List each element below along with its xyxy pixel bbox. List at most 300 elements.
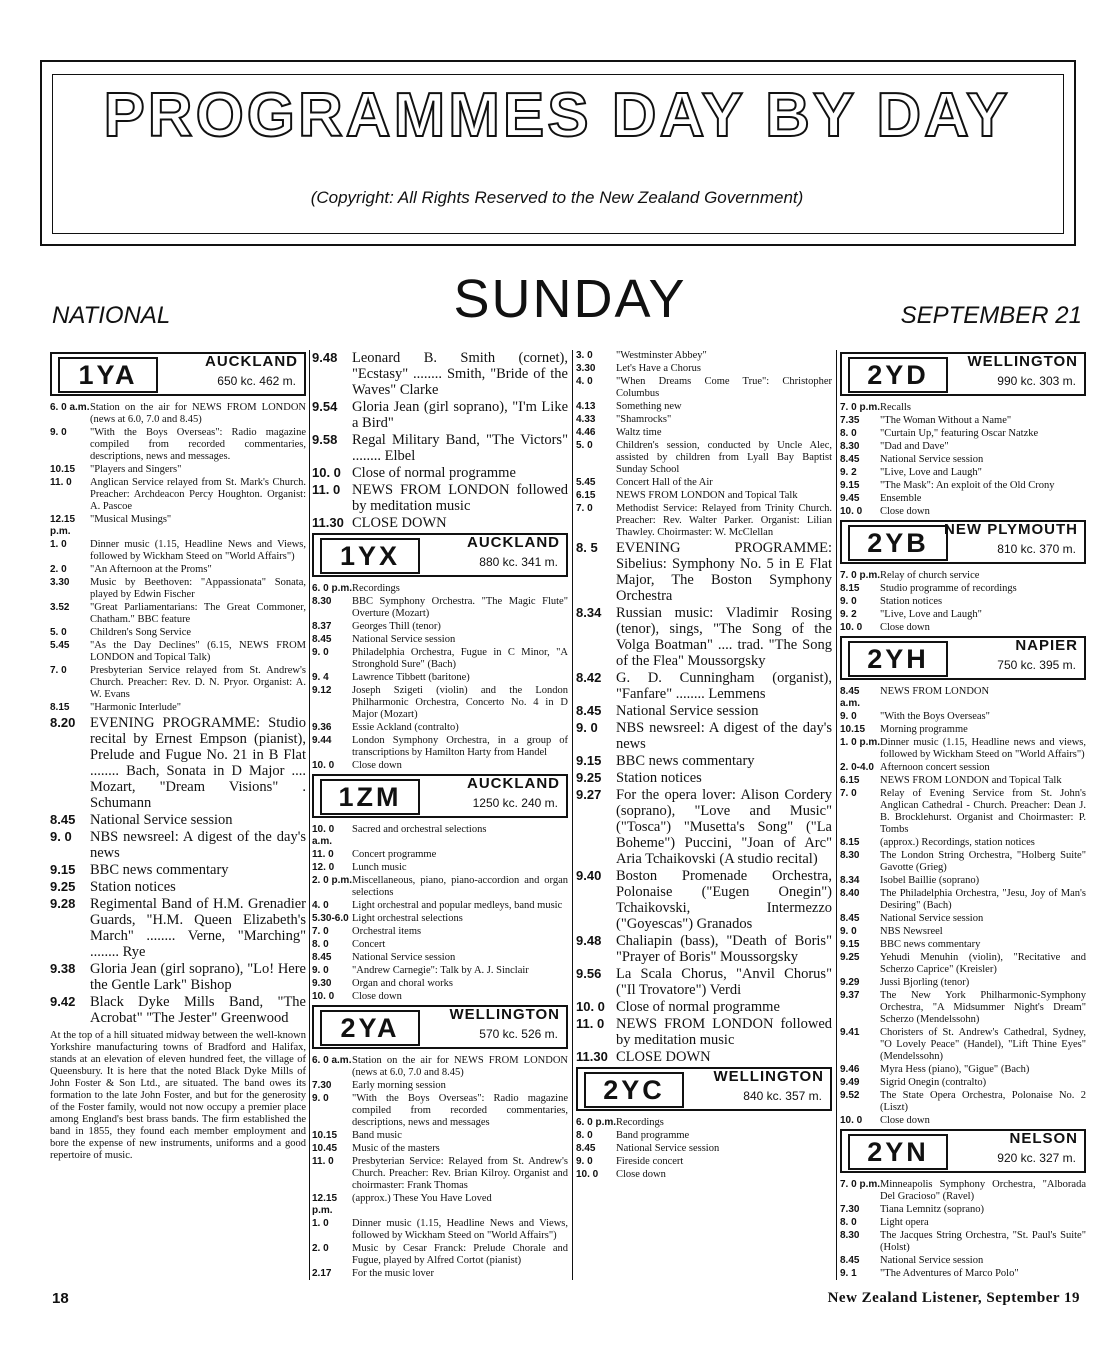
entry-time: 8.30 <box>840 441 860 452</box>
entry-description: Isobel Baillie (soprano) <box>880 875 980 886</box>
entry-time: 10.15 <box>312 1130 338 1141</box>
entry-time: 4. 0 <box>312 900 329 911</box>
programme-entry <box>50 427 306 463</box>
entry-description: Presbyterian Service: Relayed from St. Andrew's Church. Preacher: Rev. Brian Kilroy. Organist and choirmaster: Frank Thomas <box>352 1156 568 1191</box>
station-name: AUCKLAND <box>467 775 560 792</box>
programme-entry <box>312 634 568 646</box>
station-header <box>312 774 568 818</box>
programme-entry <box>840 762 1086 774</box>
programme-entry <box>50 477 306 513</box>
programme-entry <box>50 862 306 878</box>
entry-time: 7. 0 <box>576 503 593 514</box>
programme-entry <box>840 888 1086 912</box>
station-name: NELSON <box>1009 1130 1078 1147</box>
entry-description: Relay of church service <box>880 570 980 581</box>
station-header <box>576 1067 832 1111</box>
station-frequency: 990 kc. 303 m. <box>997 374 1076 388</box>
programme-entry <box>312 875 568 899</box>
programme-entry <box>50 829 306 861</box>
entry-time: 2. 0 <box>312 1243 329 1254</box>
programme-entry <box>312 862 568 874</box>
programme-entry <box>50 602 306 626</box>
programme-entry <box>840 441 1086 453</box>
station-logo: 2YA <box>320 1010 420 1046</box>
entry-description: National Service session <box>880 454 984 465</box>
entry-time: 8.15 <box>840 837 860 848</box>
entry-time: 9.46 <box>840 1064 860 1075</box>
entry-description: Recalls <box>880 402 911 413</box>
station-logo: 1ZM <box>320 779 420 815</box>
programme-entry <box>840 1090 1086 1114</box>
entry-description: CLOSE DOWN <box>352 515 447 531</box>
entry-description: Miscellaneous, piano, piano-accordion and organ selections <box>352 875 568 898</box>
station-frequency: 840 kc. 357 m. <box>743 1089 822 1103</box>
station-name: AUCKLAND <box>467 534 560 551</box>
entry-time: 9.44 <box>312 735 332 746</box>
entry-description: Essie Ackland (contralto) <box>352 722 459 733</box>
programme-entry <box>312 939 568 951</box>
programme-entry <box>576 1117 832 1129</box>
entry-time: 9.12 <box>312 685 332 696</box>
entry-time: 2. 0-4.0 <box>840 762 874 773</box>
entry-time: 9. 1 <box>840 1268 857 1279</box>
station-frequency: 920 kc. 327 m. <box>997 1151 1076 1165</box>
entry-description: The Jacques String Orchestra, "St. Paul's Suite" (Holst) <box>880 1230 1086 1253</box>
entry-time: 9.56 <box>576 966 602 981</box>
entry-time: 9.38 <box>50 961 76 976</box>
entry-time: 2. 0 <box>50 564 67 575</box>
header-national: NATIONAL <box>52 302 171 329</box>
entry-description: Orchestral items <box>352 926 422 937</box>
entry-description: Concert programme <box>352 849 437 860</box>
programme-entry <box>50 464 306 476</box>
entry-time: 4. 0 <box>576 376 593 387</box>
feature-paragraph: At the top of a hill situated midway between the well-known Yorkshire manufacturing towns of Bradford and Halifax, stands at an elevation of eleven hundred feet, the village of Queensbury. It is here that the noted Black Dyke Mills of John Foster & Son Ltd., are situated. The band owes its formation to the late John Foster, and but for the generosity of the Foster family, would not now occupy a premier place among England's best brass bands. The firm established the band in 1855, they found each member employment and bore the expense of new instruments, uniforms and a good repertoire of music. <box>50 1030 306 1161</box>
programme-entry <box>840 1077 1086 1089</box>
entry-time: 12.15 p.m. <box>50 514 76 537</box>
programme-entry <box>840 1230 1086 1254</box>
entry-time: 11.30 <box>576 1049 608 1064</box>
entry-description: Music by Beethoven: "Appassionata" Sonata, played by Edwin Fischer <box>90 577 306 600</box>
programme-entry <box>840 506 1086 518</box>
column-2 <box>312 350 568 1280</box>
entry-time: 8.34 <box>840 875 860 886</box>
entry-description: Children's Song Service <box>90 627 192 638</box>
entry-description: National Service session <box>90 812 233 828</box>
entry-time: 9. 0 <box>840 926 857 937</box>
entry-description: Morning programme <box>880 724 968 735</box>
programme-entry <box>576 1169 832 1181</box>
entry-time: 2. 0 p.m. <box>312 875 353 886</box>
entry-description: Recordings <box>352 583 400 594</box>
entry-description: "With the Boys Overseas": Radio magazine compiled from recorded commentaries, descriptions, news and messages <box>352 1093 568 1128</box>
entry-description: Gloria Jean (girl soprano), "I'm Like a Bird" <box>352 399 568 431</box>
station-name: WELLINGTON <box>967 353 1078 370</box>
programme-entry <box>312 621 568 633</box>
entry-time: 8.42 <box>576 670 602 685</box>
entry-time: 5.45 <box>50 640 70 651</box>
entry-time: 9. 0 <box>840 596 857 607</box>
entry-time: 6.15 <box>840 775 860 786</box>
header-day: SUNDAY <box>453 269 687 329</box>
programme-entry <box>312 1080 568 1092</box>
entry-description: Dinner music (1.15, Headline News and Views, followed by Wickham Steed on "World Affairs") <box>352 1218 568 1241</box>
entry-description: Light opera <box>880 1217 929 1228</box>
programme-entry <box>576 503 832 539</box>
entry-time: 12. 0 <box>312 862 335 873</box>
entry-description: NBS Newsreel <box>880 926 943 937</box>
entry-description: Joseph Szigeti (violin) and the London Philharmonic Orchestra, Concerto No. 4 in D Major (Mozart) <box>352 685 568 720</box>
programme-entry <box>312 1055 568 1079</box>
programme-entry <box>50 627 306 639</box>
programme-entry <box>840 952 1086 976</box>
entry-description: Station notices <box>90 879 176 895</box>
column-1 <box>50 350 306 1280</box>
entry-description: Relay of Evening Service from St. John's Anglican Cathedral - Church. Preacher: Dean J. B. Brocklehurst. Organist and Choirmaster: P. Tombs <box>880 788 1086 835</box>
entry-description: Dinner music (1.15, Headline News and Views, followed by Wickham Steed on "World Affairs") <box>90 539 306 562</box>
entry-time: 9.52 <box>840 1090 860 1101</box>
entry-time: 8.45 <box>576 1143 596 1154</box>
entry-description: Organ and choral works <box>352 978 453 989</box>
station-header <box>840 352 1086 396</box>
entry-description: Yehudi Menuhin (violin), "Recitative and Scherzo Caprice" (Kreisler) <box>880 952 1086 975</box>
entry-time: 7. 0 <box>312 926 329 937</box>
entry-time: 7. 0 p.m. <box>840 1179 881 1190</box>
entry-time: 10. 0 <box>576 1169 599 1180</box>
entry-description: For the opera lover: Alison Cordery (soprano), "Love and Music" ("Tosca") "Musetta's Song" ("La Boheme") Puccini, "Joan of Arc" Aria Tchaikovski (A studio recital) <box>616 787 832 867</box>
entry-time: 10. 0 <box>840 506 863 517</box>
entry-time: 11. 0 <box>576 1016 605 1031</box>
header-date: SEPTEMBER 21 <box>900 302 1082 329</box>
programme-entry <box>312 991 568 1003</box>
entry-description: BBC news commentary <box>880 939 981 950</box>
entry-description: Ensemble <box>880 493 922 504</box>
entry-time: 9. 0 <box>576 720 598 735</box>
programme-entry <box>840 596 1086 608</box>
station-logo: 2YH <box>848 641 948 677</box>
station-header <box>840 1129 1086 1173</box>
entry-description: Recordings <box>616 1117 664 1128</box>
entry-description: Something new <box>616 401 682 412</box>
entry-description: Close down <box>352 760 402 771</box>
station-frequency: 750 kc. 395 m. <box>997 658 1076 672</box>
programme-entry <box>50 812 306 828</box>
programme-entry <box>312 399 568 431</box>
entry-time: 8.45 a.m. <box>840 686 861 709</box>
programme-entry <box>312 900 568 912</box>
entry-time: 7. 0 p.m. <box>840 570 881 581</box>
entry-description: Close of normal programme <box>352 465 516 481</box>
station-header <box>50 352 306 396</box>
entry-description: "An Afternoon at the Proms" <box>90 564 212 575</box>
entry-description: Regal Military Band, "The Victors" ........ Elbel <box>352 432 568 464</box>
programme-entry <box>50 665 306 701</box>
entry-description: BBC Symphony Orchestra. "The Magic Flute" Overture (Mozart) <box>352 596 568 619</box>
programme-entry <box>50 702 306 714</box>
entry-description: "Players and Singers" <box>90 464 182 475</box>
programme-entry <box>312 1143 568 1155</box>
entry-description: BBC news commentary <box>90 862 229 878</box>
entry-time: 5.45 <box>576 477 596 488</box>
programme-entry <box>840 724 1086 736</box>
entry-description: Light orchestral selections <box>352 913 463 924</box>
station-header <box>312 1005 568 1049</box>
entry-description: "As the Day Declines" (6.15, NEWS FROM LONDON and Topical Talk) <box>90 640 306 663</box>
entry-time: 7.30 <box>312 1080 332 1091</box>
entry-description: "When Dreams Come True": Christopher Columbus <box>616 376 832 399</box>
entry-description: Anglican Service relayed from St. Mark's Church. Preacher: Archdeacon Percy Houghton. Organist: A. Pascoe <box>90 477 306 512</box>
entry-time: 9.54 <box>312 399 338 414</box>
entry-time: 7. 0 <box>50 665 67 676</box>
entry-time: 11. 0 <box>50 477 72 488</box>
station-name: AUCKLAND <box>205 353 298 370</box>
entry-time: 9.15 <box>840 480 860 491</box>
entry-description: NBS newsreel: A digest of the day's news <box>90 829 306 861</box>
entry-time: 8.45 <box>50 812 76 827</box>
programme-entry <box>840 1179 1086 1203</box>
entry-time: 9.30 <box>312 978 332 989</box>
programme-entry <box>576 1130 832 1142</box>
entry-description: Lunch music <box>352 862 407 873</box>
entry-time: 10.45 <box>312 1143 338 1154</box>
entry-time: 4.33 <box>576 414 596 425</box>
station-logo: 1YA <box>58 357 158 393</box>
entry-time: 9. 0 <box>312 647 329 658</box>
entry-description: "Live, Love and Laugh" <box>880 609 982 620</box>
entry-description: Close down <box>880 506 930 517</box>
page-number: 18 <box>52 1290 69 1307</box>
entry-description: Close down <box>880 622 930 633</box>
entry-description: Studio programme of recordings <box>880 583 1017 594</box>
programme-entry <box>312 1218 568 1242</box>
programme-entry <box>312 596 568 620</box>
entry-time: 5. 0 <box>50 627 67 638</box>
entry-description: Band music <box>352 1130 402 1141</box>
programme-entry <box>840 939 1086 951</box>
entry-time: 8.37 <box>312 621 332 632</box>
programme-entry <box>576 933 832 965</box>
entry-time: 9.45 <box>840 493 860 504</box>
programme-entry <box>312 1093 568 1129</box>
entry-description: Light orchestral and popular medleys, band music <box>352 900 563 911</box>
programme-entry <box>840 402 1086 414</box>
entry-description: NEWS FROM LONDON followed by meditation music <box>616 1016 832 1048</box>
programme-entry <box>312 965 568 977</box>
programme-entry <box>50 564 306 576</box>
entry-description: Concert <box>352 939 386 950</box>
programme-entry <box>840 609 1086 621</box>
entry-time: 9.25 <box>576 770 602 785</box>
entry-time: 9.41 <box>840 1027 860 1038</box>
entry-time: 9.15 <box>50 862 76 877</box>
programme-entry <box>312 1130 568 1142</box>
entry-time: 9.40 <box>576 868 602 883</box>
entry-time: 10. 0 <box>576 999 605 1014</box>
programme-entry <box>576 414 832 426</box>
entry-description: Station on the air for NEWS FROM LONDON (news at 6.0, 7.0 and 8.45) <box>352 1055 568 1078</box>
entry-time: 9.42 <box>50 994 76 1009</box>
programme-entry <box>840 875 1086 887</box>
entry-time: 10. 0 <box>840 622 863 633</box>
programme-entry <box>840 570 1086 582</box>
programme-entry <box>50 715 306 811</box>
entry-time: 6. 0 p.m. <box>576 1117 617 1128</box>
programme-entry <box>840 480 1086 492</box>
entry-time: 8.45 <box>312 634 332 645</box>
programme-entry <box>312 722 568 734</box>
column-4 <box>840 350 1086 1280</box>
entry-description: Lawrence Tibbett (baritone) <box>352 672 470 683</box>
entry-time: 9.48 <box>576 933 602 948</box>
entry-time: 8.45 <box>840 1255 860 1266</box>
programme-entry <box>576 401 832 413</box>
entry-time: 1. 0 <box>50 539 67 550</box>
programme-entry <box>840 454 1086 466</box>
entry-time: 8. 0 <box>312 939 329 950</box>
programme-entry <box>50 577 306 601</box>
programme-entry <box>312 1243 568 1267</box>
entry-time: 8.15 <box>50 702 70 713</box>
programme-entry <box>576 868 832 932</box>
entry-description: Let's Have a Chorus <box>616 363 701 374</box>
programme-entry <box>840 977 1086 989</box>
programme-entry <box>312 465 568 481</box>
entry-description: "Musical Musings" <box>90 514 172 525</box>
entry-description: Children's session, conducted by Uncle Alec, assisted by children from Lyall Bay Baptist Sunday School <box>616 440 832 475</box>
entry-description: Concert Hall of the Air <box>616 477 713 488</box>
entry-description: NEWS FROM LONDON followed by meditation music <box>352 482 568 514</box>
entry-description: "Great Parliamentarians: The Great Commoner, Chatham." BBC feature <box>90 602 306 625</box>
station-header <box>840 520 1086 564</box>
entry-time: 9.27 <box>576 787 602 802</box>
entry-time: 9.25 <box>50 879 76 894</box>
entry-time: 8.45 <box>840 913 860 924</box>
programme-entry <box>312 735 568 759</box>
programme-entry <box>576 720 832 752</box>
programme-entry <box>576 753 832 769</box>
entry-time: 7.30 <box>840 1204 860 1215</box>
programme-entry <box>312 978 568 990</box>
entry-time: 9.28 <box>50 896 76 911</box>
entry-time: 8. 5 <box>576 540 598 555</box>
entry-description: EVENING PROGRAMME: Sibelius: Symphony No. 5 in E Flat Major, The Boston Symphony Orchestra <box>616 540 832 604</box>
entry-time: 4.46 <box>576 427 596 438</box>
entry-time: 8. 0 <box>576 1130 593 1141</box>
programme-entry <box>312 350 568 398</box>
column-rule <box>836 350 837 1280</box>
entry-time: 9. 2 <box>840 467 857 478</box>
entry-time: 9. 0 <box>576 1156 593 1167</box>
station-name: NEW PLYMOUTH <box>944 521 1078 538</box>
entry-description: Jussi Bjorling (tenor) <box>880 977 970 988</box>
entry-description: Fireside concert <box>616 1156 684 1167</box>
entry-time: 9. 0 <box>50 427 67 438</box>
entry-description: Station notices <box>880 596 943 607</box>
station-logo: 1YX <box>320 538 420 574</box>
entry-description: G. D. Cunningham (organist), "Fanfare" ........ Lemmens <box>616 670 832 702</box>
entry-time: 9. 0 <box>50 829 72 844</box>
entry-description: "The Adventures of Marco Polo" <box>880 1268 1019 1279</box>
entry-time: 8.30 <box>840 1230 860 1241</box>
entry-time: 10.15 <box>50 464 76 475</box>
programme-entry <box>576 1049 832 1065</box>
programme-entry <box>576 999 832 1015</box>
entry-description: Minneapolis Symphony Orchestra, "Alborada Del Gracioso" (Ravel) <box>880 1179 1086 1202</box>
station-frequency: 570 kc. 526 m. <box>479 1027 558 1041</box>
programme-entry <box>840 1204 1086 1216</box>
entry-description: (approx.) These You Have Loved <box>352 1193 492 1204</box>
entry-description: National Service session <box>880 1255 984 1266</box>
programme-entry <box>576 1016 832 1048</box>
programme-entry <box>840 990 1086 1026</box>
entry-description: Presbyterian Service relayed from St. Andrew's Church. Preacher: Rev. D. N. Pryor. Organist: A. W. Evans <box>90 665 306 700</box>
entry-description: (approx.) Recordings, station notices <box>880 837 1035 848</box>
entry-time: 9. 0 <box>840 711 857 722</box>
station-name: WELLINGTON <box>449 1006 560 1023</box>
programme-entry <box>840 913 1086 925</box>
entry-time: 9. 4 <box>312 672 329 683</box>
programme-entry <box>50 879 306 895</box>
copyright-notice: (Copyright: All Rights Reserved to the New Zealand Government) <box>310 188 804 207</box>
entry-description: Methodist Service: Relayed from Trinity Church. Preacher: Rev. Walter Parker. Organist: Lilian Thawley. Choirmaster: W. McClellan <box>616 503 832 538</box>
programme-entry <box>312 849 568 861</box>
programme-entry <box>576 787 832 867</box>
entry-description: Band programme <box>616 1130 690 1141</box>
entry-time: 9.37 <box>840 990 860 1001</box>
entry-description: "Curtain Up," featuring Oscar Natzke <box>880 428 1039 439</box>
programme-entry <box>312 672 568 684</box>
programme-entry <box>576 490 832 502</box>
entry-time: 6. 0 p.m. <box>312 583 353 594</box>
entry-time: 10. 0 a.m. <box>312 824 335 847</box>
entry-time: 10. 0 <box>840 1115 863 1126</box>
entry-time: 8.30 <box>840 850 860 861</box>
column-rule <box>309 350 310 1280</box>
station-frequency: 650 kc. 462 m. <box>217 374 296 388</box>
programme-entry <box>840 837 1086 849</box>
entry-time: 9.36 <box>312 722 332 733</box>
programme-entry <box>312 583 568 595</box>
programme-entry <box>312 824 568 848</box>
programme-entry <box>576 605 832 669</box>
programme-entry <box>576 350 832 362</box>
entry-time: 9.58 <box>312 432 338 447</box>
programme-entry <box>50 896 306 960</box>
entry-description: Tiana Lemnitz (soprano) <box>880 1204 985 1215</box>
programme-entry <box>576 770 832 786</box>
entry-time: 1. 0 p.m. <box>840 737 881 748</box>
entry-time: 8.15 <box>840 583 860 594</box>
entry-description: Black Dyke Mills Band, "The Acrobat" "The Jester" Greenwood <box>90 994 306 1026</box>
entry-description: The State Opera Orchestra, Polonaise No. 2 (Liszt) <box>880 1090 1086 1113</box>
entry-description: Regimental Band of H.M. Grenadier Guards, "H.M. Queen Elizabeth's March" ........ Verne, "Marching" ........ Rye <box>90 896 306 960</box>
entry-time: 11. 0 <box>312 482 341 497</box>
publication-name: New Zealand Listener, September 19 <box>827 1290 1080 1306</box>
entry-time: 8.34 <box>576 605 602 620</box>
entry-description: "Harmonic Interlude" <box>90 702 182 713</box>
station-frequency: 1250 kc. 240 m. <box>472 796 558 810</box>
entry-description: Close down <box>352 991 402 1002</box>
entry-time: 7. 0 <box>840 788 857 799</box>
entry-description: Dinner music (1.15, Headline news and views, followed by Wickham Steed on "World Affairs") <box>880 737 1086 760</box>
programme-entry <box>840 926 1086 938</box>
programme-entry <box>576 670 832 702</box>
entry-time: 8. 0 <box>840 428 857 439</box>
entry-description: "Shamrocks" <box>616 414 672 425</box>
entry-description: BBC news commentary <box>616 753 755 769</box>
entry-time: 8.45 <box>576 703 602 718</box>
entry-time: 9. 2 <box>840 609 857 620</box>
